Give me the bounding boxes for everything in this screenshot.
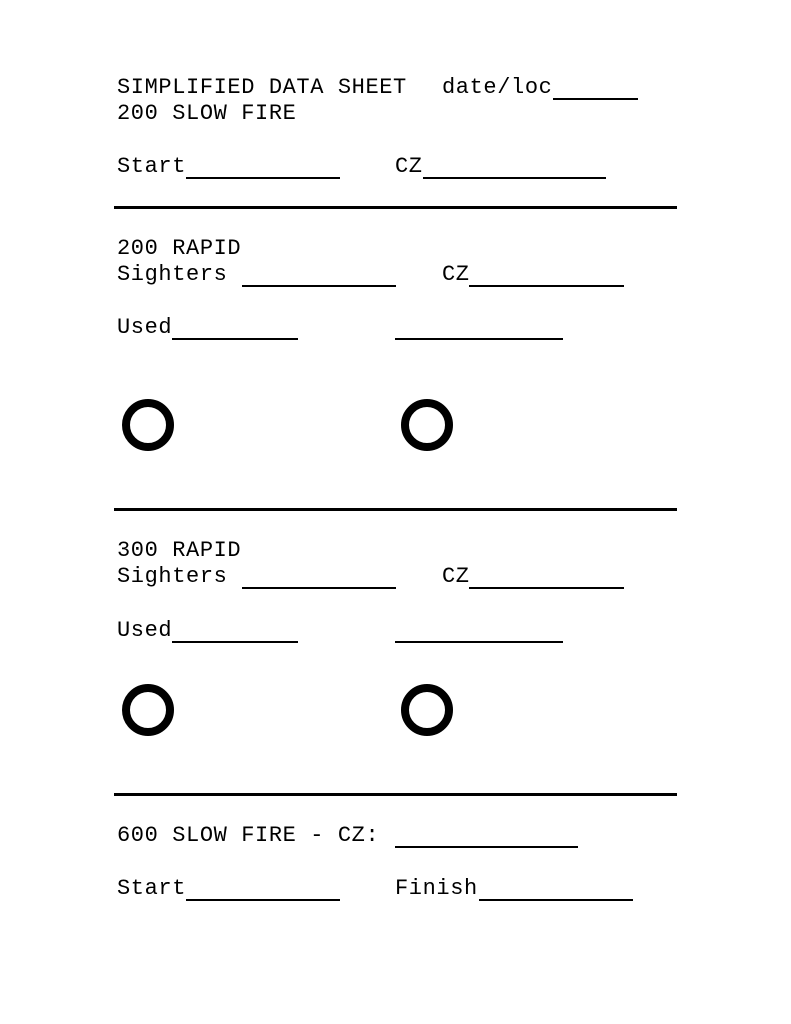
target-circle-icon: [401, 684, 453, 736]
sighters-field[interactable]: [242, 587, 396, 589]
target-circle-icon: [401, 399, 453, 451]
date-loc-field[interactable]: [553, 98, 638, 100]
section-heading-200-slow-fire: 200 SLOW FIRE: [117, 101, 297, 126]
section-heading-600-slow-fire: 600 SLOW FIRE - CZ:: [117, 823, 380, 848]
blank-field[interactable]: [395, 641, 563, 643]
sighters-label: Sighters: [117, 564, 228, 589]
cz-field[interactable]: [423, 177, 606, 179]
start-label: Start: [117, 876, 187, 901]
finish-field[interactable]: [479, 899, 633, 901]
used-field[interactable]: [172, 641, 298, 643]
section-divider: [114, 793, 677, 796]
section-divider: [114, 508, 677, 511]
cz-label: CZ: [442, 564, 470, 589]
date-loc-label: date/loc: [442, 75, 553, 100]
target-circle-icon: [122, 684, 174, 736]
target-circle-icon: [122, 399, 174, 451]
section-divider: [114, 206, 677, 209]
section-heading-300-rapid: 300 RAPID: [117, 538, 242, 563]
cz-field[interactable]: [469, 285, 624, 287]
sighters-label: Sighters: [117, 262, 228, 287]
used-label: Used: [117, 618, 173, 643]
used-label: Used: [117, 315, 173, 340]
start-label: Start: [117, 154, 187, 179]
start-field[interactable]: [186, 177, 340, 179]
cz-field[interactable]: [395, 846, 578, 848]
start-field[interactable]: [186, 899, 340, 901]
section-heading-200-rapid: 200 RAPID: [117, 236, 242, 261]
finish-label: Finish: [395, 876, 478, 901]
sheet-title: SIMPLIFIED DATA SHEET: [117, 75, 407, 100]
cz-label: CZ: [395, 154, 423, 179]
blank-field[interactable]: [395, 338, 563, 340]
cz-field[interactable]: [469, 587, 624, 589]
cz-label: CZ: [442, 262, 470, 287]
sighters-field[interactable]: [242, 285, 396, 287]
used-field[interactable]: [172, 338, 298, 340]
